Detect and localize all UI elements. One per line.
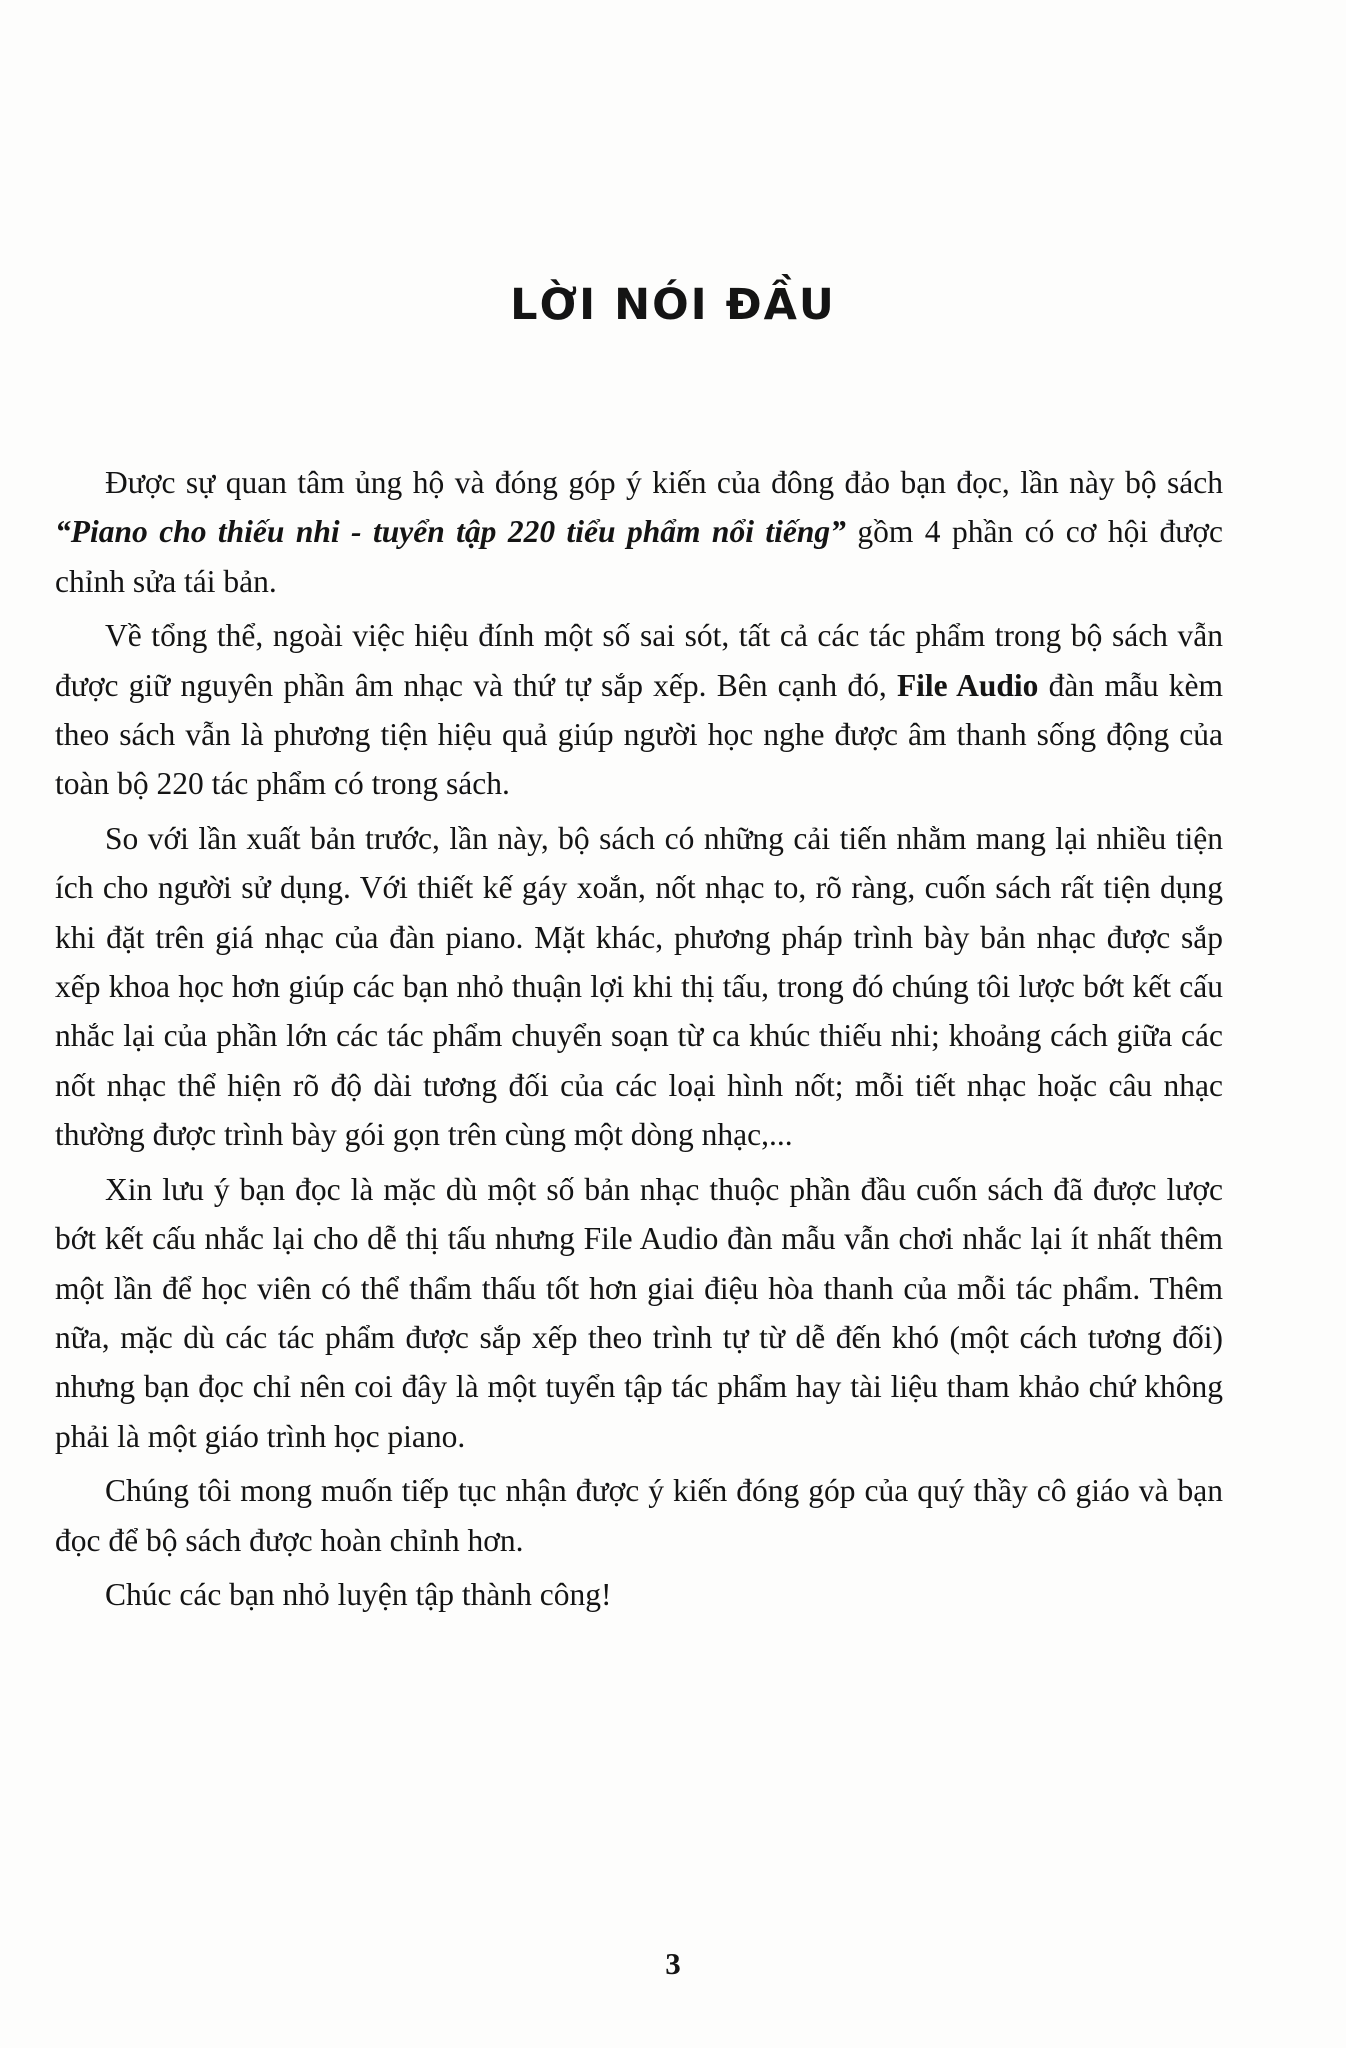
page-title: LỜI NÓI ĐẦU [510, 280, 836, 330]
file-audio-highlight: File Audio [896, 667, 1039, 703]
paragraph-2-rest: đàn mẫu kèm theo sách vẫn là phương tiện hiệu quả giúp người học nghe được âm thanh sống động của toàn bộ 220 tác phẩm có trong sách. [55, 667, 1224, 802]
paragraph-2-intro: Về tổng thể, ngoài việc hiệu đính một số sai sót, tất cả các tác phẩm trong bộ sách vẫn được giữ nguyên phần âm nhạc và thứ tự sắp xếp. Bên cạnh đó, [55, 618, 1223, 703]
paragraph-1-rest: gồm 4 phần có cơ hội được chỉnh sửa tái bản. [55, 514, 1223, 599]
paragraph-1 [55, 458, 1223, 606]
paragraph-6: Chúc các bạn nhỏ luyện tập thành công! [105, 1576, 612, 1612]
paragraph-3: So với lần xuất bản trước, lần này, bộ sách có những cải tiến nhằm mang lại nhiều tiện ích cho người sử dụng. Với thiết kế gáy xoắn, nốt nhạc to, rõ ràng, cuốn sách rất tiện dụng khi đặt trên giá nhạc của đàn piano. Mặt khác, phương pháp trình bày bản nhạc được sắp xếp khoa học hơn giúp các bạn nhỏ thuận lợi khi thị tấu, trong đó chúng tôi lược bớt kết cấu nhắc lại của phần lớn các tác phẩm chuyển soạn từ ca khúc thiếu nhi; khoảng cách giữa các nốt nhạc thể hiện rõ độ dài tương đối của các loại hình nốt; mỗi tiết nhạc hoặc câu nhạc thường được trình bày gói gọn trên cùng một dòng nhạc,... [55, 820, 1223, 1153]
paragraph-5: Chúng tôi mong muốn tiếp tục nhận được ý kiến đóng góp của quý thầy cô giáo và bạn đọc để bộ sách được hoàn chỉnh hơn. [55, 1473, 1223, 1558]
paragraph-1-intro: Được sự quan tâm ủng hộ và đóng góp ý kiến của đông đảo bạn đọc, lần này bộ sách [105, 465, 1223, 500]
paragraph-4: Xin lưu ý bạn đọc là mặc dù một số bản nhạc thuộc phần đầu cuốn sách đã được lược bớt kết cấu nhắc lại cho dễ thị tấu nhưng File Audio đàn mẫu vẫn chơi nhắc lại ít nhất thêm một lần để học viên có thể thẩm thấu tốt hơn giai điệu hòa thanh của mỗi tác phẩm. Thêm nữa, mặc dù các tác phẩm được sắp xếp theo trình tự từ dễ đến khó (một cách tương đối) nhưng bạn đọc chỉ nên coi đây là một tuyển tập tác phẩm hay tài liệu tham khảo chứ không phải là một giáo trình học piano. [55, 1171, 1223, 1454]
preface-body [55, 458, 1223, 1624]
page-number: 3 [665, 1946, 681, 1981]
paragraph-2 [55, 611, 1223, 809]
book-title-quote: “Piano cho thiếu nhi - tuyển tập 220 tiểu phẩm nổi tiếng” [55, 514, 846, 550]
